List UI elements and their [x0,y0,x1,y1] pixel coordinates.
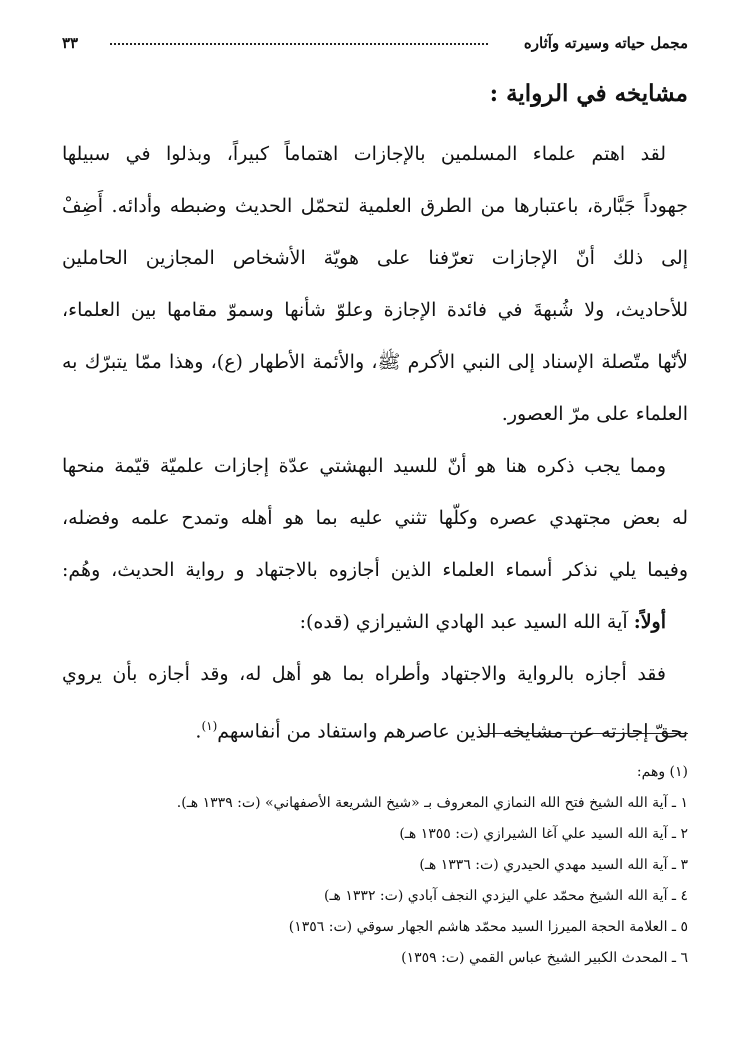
footnote-item: ٥ ـ العلامة الحجة الميرزا السيد محمّد هاشم الجهار سوقي (ت: ١٣٥٦) [288,919,688,935]
text-line: فقد أجازه بالرواية والاجتهاد وأطراه بما هو أهل له، وقد أجازه بأن يروي [62,663,666,685]
period: . [195,720,202,743]
page-number: ٣٣ [62,34,79,52]
main-text [62,128,688,752]
running-title: مجمل حياته وسيرته وآثاره [523,34,688,52]
running-header [62,34,688,58]
footnotes [62,757,688,974]
footnote-reference: (١) [201,719,218,733]
footnote-item: ٢ ـ آية الله السيد علي آغا الشيرازي (ت: ١٣٥٥ هـ) [399,826,688,842]
footnote-item: ٣ ـ آية الله السيد مهدي الحيدري (ت: ١٣٣٦ هـ) [419,857,688,873]
text-line: جهوداً جَبَّارة، باعتبارها من الطرق العلمية لتحمّل الحديث وضبطه وأدائه. أَضِفْ [62,195,688,217]
footnote-separator [483,733,688,734]
first-label: أولاً: [633,611,666,633]
section-heading: مشايخه في الرواية : [489,80,688,107]
text-segment: بحقّ إجازته عن مشايخه الذين عاصرهم واستفاد من أنفاسهم [217,720,688,743]
footnote-item: ١ ـ آية الله الشيخ فتح الله النمازي المعروف بـ «شيخ الشريعة الأصفهاني» (ت: ١٣٣٩ هـ). [176,795,688,811]
dot-leader [110,43,488,45]
text-line: لأنّها متّصلة الإسناد إلى النبي الأكرم ﷺ، والأئمة الأطهار (ع)، وهذا ممّا يتبرّك به [62,351,688,373]
text-line: له بعض مجتهدي عصره وكلّها تثني عليه بما هو أهله وتمدح علمه وفضله، [62,507,688,529]
text-line: ومما يجب ذكره هنا هو أنّ للسيد البهشتي عدّة إجازات علميّة قيّمة منحها [62,455,666,477]
footnote-item: ٦ ـ المحدث الكبير الشيخ عباس القمي (ت: ١٣٥٩) [401,950,688,966]
footnote-intro: (١) وهم: [636,764,688,780]
text-line-with-footnote [62,700,688,752]
text-line: العلماء على مرّ العصور. [501,403,688,425]
text-line: لقد اهتم علماء المسلمين بالإجازات اهتماماً كبيراً، وبذلوا في سبيلها [62,143,666,165]
footnote-item: ٤ ـ آية الله الشيخ محمّد علي اليزدي النجف آبادي (ت: ١٣٣٢ هـ) [323,888,688,904]
text-line: للأحاديث، ولا شُبهةَ في فائدة الإجازة وعلوّ شأنها وسموّ مقامها بين العلماء، [62,299,688,321]
first-teacher-name: آية الله السيد عبد الهادي الشيرازي (قده): [299,611,628,633]
first-teacher-line [62,596,688,648]
text-line: وفيما يلي نذكر أسماء العلماء الذين أجازوه بالاجتهاد و رواية الحديث، وهُم: [62,559,688,581]
text-line: إلى ذلك أنّ الإجازات تعرّفنا على هويّة الأشخاص المجازين الحاملين [62,247,688,269]
